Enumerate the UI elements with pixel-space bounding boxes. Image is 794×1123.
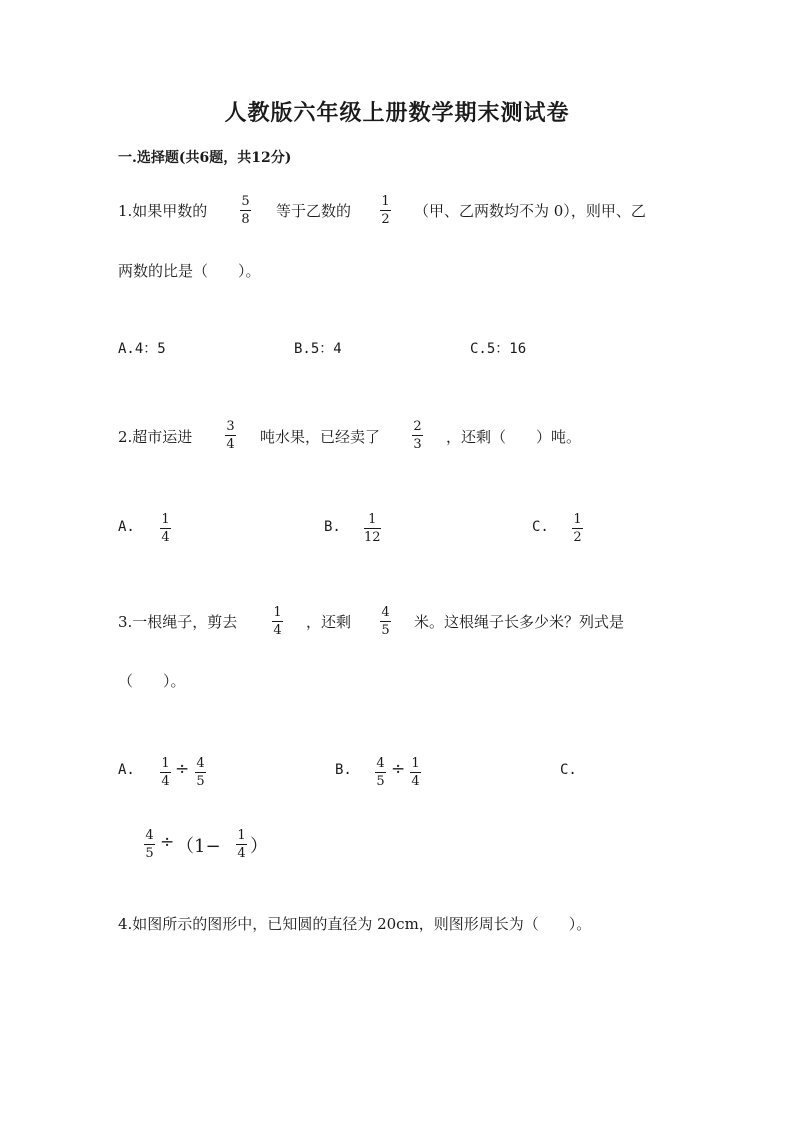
q2-option-c-den: 2 [573,530,582,545]
q3-option-b-fraction-1 [375,756,386,789]
q3-prefix: 3.一根绳子，剪去 [118,613,238,631]
q3-option-c-close-paren: ） [250,836,268,857]
q3-suffix: 米。这根绳子长多少米？列式是 [414,613,625,631]
q2-option-a-label: A. [118,519,135,535]
q2-mid: 吨水果，已经卖了 [260,428,381,446]
q1-option-b[interactable]: B.5：4 [294,341,342,357]
q2-option-c-num: 1 [573,512,582,527]
q1-prefix: 1.如果甲数的 [118,202,208,220]
q3-fraction-1-den: 4 [273,623,282,638]
q2-option-a-fraction [160,512,171,545]
q2-fraction-2-den: 3 [413,437,422,452]
q3-option-a-f2-den: 5 [196,774,205,789]
q3-option-a-divide-sign: ÷ [175,759,190,779]
q2-option-b-den: 12 [364,530,381,545]
q2-fraction-2-num: 2 [413,419,422,434]
q3-option-a-f1-num: 1 [161,756,170,771]
q1-fraction-1 [240,194,251,227]
q3-option-c-f1-num: 4 [145,828,154,843]
q3-option-b-f1-num: 4 [376,756,385,771]
q3-fraction-2-den: 5 [381,623,390,638]
question-4: 4.如图所示的图形中，已知圆的直径为 20cm，则图形周长为（ ）。 [118,915,592,933]
q2-option-b-fraction [364,512,381,545]
q3-fraction-1-num: 1 [273,605,282,620]
q3-option-b-fraction-2 [410,756,421,789]
q2-prefix: 2.超市运进 [118,428,193,446]
q3-option-c-f2-num: 1 [237,828,246,843]
q3-option-a-fraction-1 [160,756,171,789]
q1-fraction-2-den: 2 [381,212,390,227]
page-title: 人教版六年级上册数学期末测试卷 [224,100,570,126]
q3-option-b-divide-sign: ÷ [391,759,406,779]
q3-fraction-2-num: 4 [381,605,390,620]
q3-option-c-fraction-2 [236,828,247,861]
q3-option-c-open-expression: （1− [176,836,221,857]
q3-option-c-f1-den: 5 [145,846,154,861]
q3-option-c-fraction-1 [144,828,155,861]
q2-fraction-1-den: 4 [226,437,235,452]
q2-option-a-num: 1 [161,512,170,527]
q3-option-b-f2-den: 4 [411,774,420,789]
q1-mid: 等于乙数的 [276,202,352,220]
q3-option-b-f2-num: 1 [411,756,420,771]
q2-fraction-1-num: 3 [226,419,235,434]
q3-option-a-f1-den: 4 [161,774,170,789]
q3-mid: ，还剩 [306,613,352,631]
q2-option-a-den: 4 [161,530,170,545]
q3-option-a-fraction-2 [195,756,206,789]
q1-fraction-2-num: 1 [381,194,390,209]
q2-suffix: ，还剩（ ）吨。 [446,428,582,446]
q3-fraction-2 [380,605,391,638]
q2-option-b-label: B. [324,519,341,535]
q3-option-b-f1-den: 5 [376,774,385,789]
q1-fraction-1-den: 8 [241,212,250,227]
q2-option-c-label: C. [532,519,549,535]
q2-option-c-fraction [572,512,583,545]
q2-fraction-2 [412,419,423,452]
q1-suffix: （甲、乙两数均不为 0），则甲、乙 [414,202,646,220]
q2-option-b-num: 1 [368,512,377,527]
q1-option-c[interactable]: C.5：16 [470,341,527,357]
section-heading: 一.选择题(共6题，共12分) [118,150,292,166]
q3-line2: （ ）。 [118,672,186,690]
q2-fraction-1 [225,419,236,452]
q3-option-b-label: B. [335,762,352,778]
q3-option-a-label: A. [118,762,135,778]
q3-option-c-label: C. [560,762,577,778]
q1-fraction-1-num: 5 [241,194,250,209]
q1-fraction-2 [380,194,391,227]
q3-fraction-1 [272,605,283,638]
q3-option-c-divide-sign: ÷ [160,832,175,852]
q1-option-a[interactable]: A.4：5 [118,341,166,357]
q3-option-a-f2-num: 4 [196,756,205,771]
q1-line2: 两数的比是（ ）。 [118,262,261,280]
q3-option-c-f2-den: 4 [237,846,246,861]
